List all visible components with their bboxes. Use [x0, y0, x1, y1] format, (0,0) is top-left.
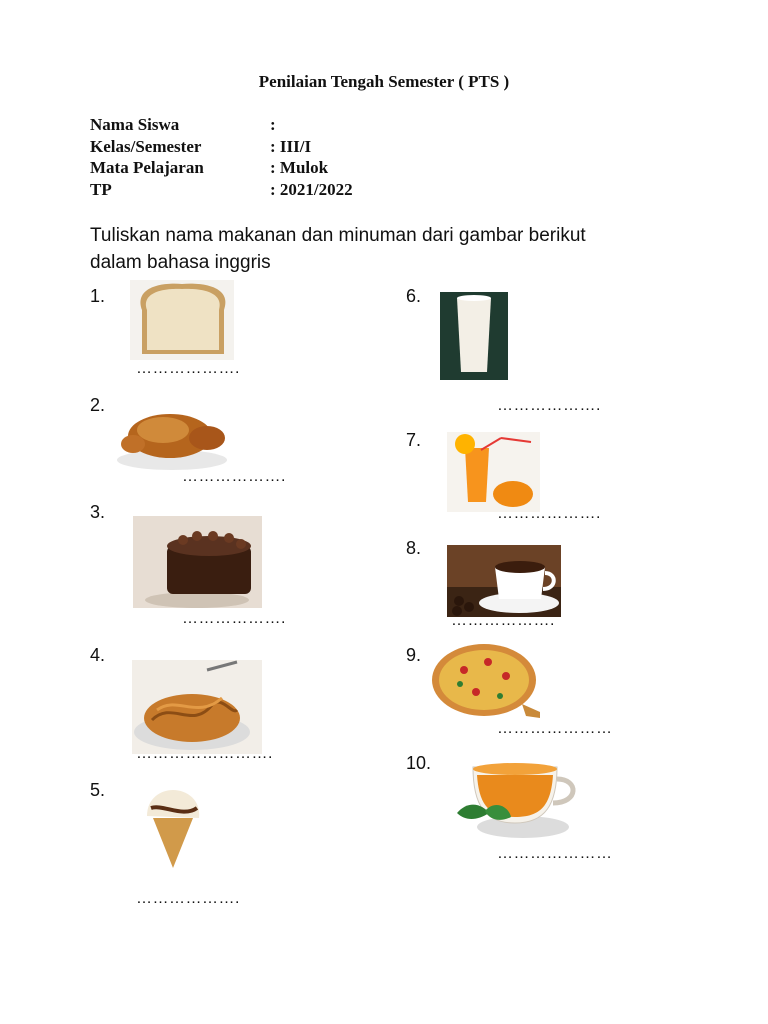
answer-blank[interactable]: ……………….	[451, 612, 555, 629]
noodles-icon	[132, 660, 262, 754]
answer-blank[interactable]: …………………	[497, 845, 613, 862]
bread-icon	[130, 280, 234, 360]
item-number: 6.	[406, 286, 422, 306]
item-number: 2.	[90, 395, 106, 415]
item-number: 8.	[406, 538, 422, 558]
answer-blank[interactable]: ……………….	[136, 890, 240, 907]
info-label: Nama Siswa	[90, 115, 180, 134]
info-row-subject	[90, 158, 490, 180]
item-number: 7.	[406, 430, 422, 450]
answer-blank[interactable]: ……………….	[182, 610, 286, 627]
answer-blank[interactable]: …………………	[497, 720, 613, 737]
answer-blank[interactable]: ……………….	[136, 360, 240, 377]
orange-juice-icon	[447, 432, 540, 512]
info-value: :	[270, 115, 276, 134]
info-row-name	[90, 115, 490, 137]
item-number: 10.	[406, 753, 432, 773]
page-title: Penilaian Tengah Semester ( PTS )	[258, 72, 510, 91]
milk-icon	[440, 292, 508, 380]
student-info	[90, 115, 490, 201]
item-number: 9.	[406, 645, 422, 665]
info-value: : Mulok	[270, 158, 329, 177]
instruction	[90, 222, 670, 276]
tea-icon	[455, 755, 585, 841]
item-number: 5.	[90, 780, 106, 800]
answer-blank[interactable]: ……………….	[497, 505, 601, 522]
info-value: : 2021/2022	[270, 179, 353, 199]
info-row-class	[90, 137, 490, 159]
chocolate-cake-icon	[133, 516, 262, 608]
instruction-line: dalam bahasa inggris	[90, 252, 271, 273]
info-row-year	[90, 180, 490, 202]
answer-blank[interactable]: …………………….	[136, 745, 273, 762]
info-label: Kelas/Semester	[90, 136, 202, 156]
info-label: Mata Pelajaran	[90, 158, 204, 177]
info-label: TP	[90, 179, 112, 199]
answer-blank[interactable]: ……………….	[182, 468, 286, 485]
answer-blank[interactable]: ……………….	[497, 397, 601, 414]
instruction-line: Tuliskan nama makanan dan minuman dari gambar berikut	[90, 225, 586, 246]
ice-cream-cone-icon	[143, 788, 203, 870]
item-number: 3.	[90, 502, 106, 522]
pizza-icon	[430, 640, 542, 720]
coffee-icon	[447, 545, 561, 617]
info-value: : III/I	[270, 136, 312, 156]
item-number: 1.	[90, 286, 106, 306]
item-number: 4.	[90, 645, 106, 665]
roast-chicken-icon	[115, 400, 230, 472]
